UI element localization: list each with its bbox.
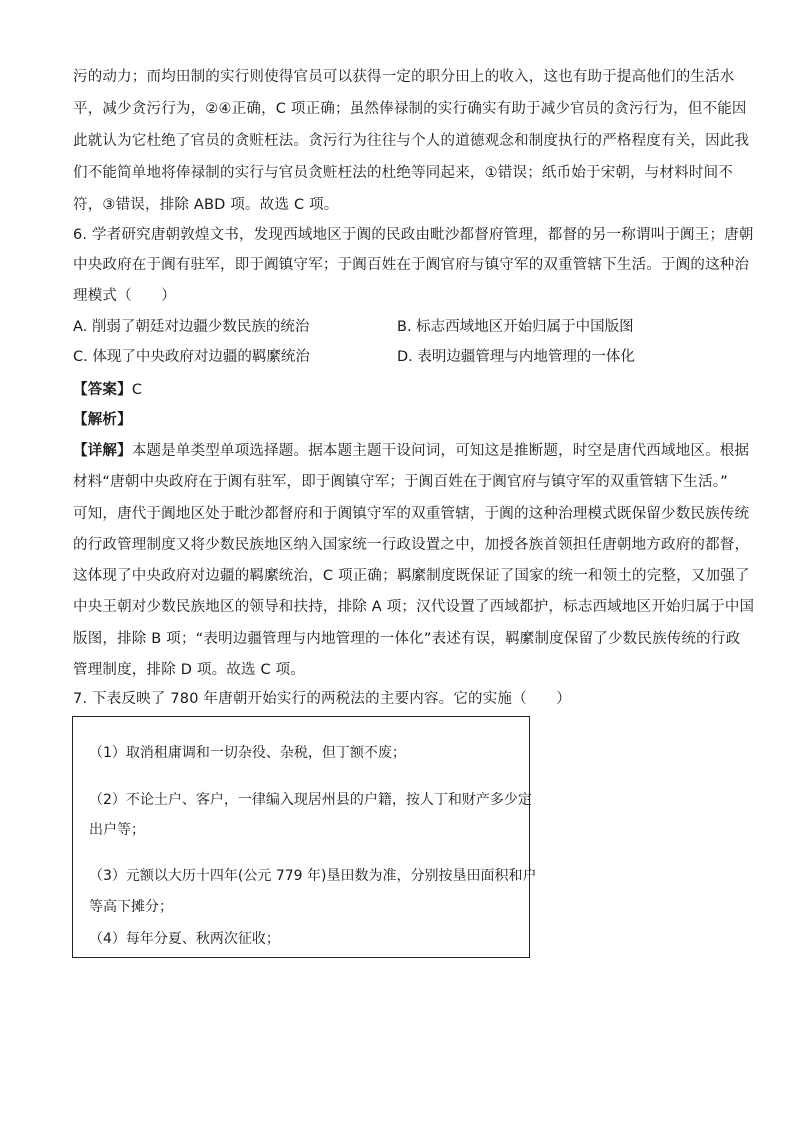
text-line: 平，减少贪污行为，②④正确，C 项正确；虽然俸禄制的实行确实有助于减少官员的贪污行为，但不能因 xyxy=(73,101,747,117)
table-item: （4）每年分夏、秋两次征收； xyxy=(89,931,280,947)
option-c: C. 体现了中央政府对边疆的羁縻统治 xyxy=(73,349,310,365)
text-line: 符，③错误，排除 ABD 项。故选 C 项。 xyxy=(73,197,339,213)
question-7-stem: 7. 下表反映了 780 年唐朝开始实行的两税法的主要内容。它的实施（ ） xyxy=(73,691,571,707)
detail-line: 管理制度，排除 D 项。故选 C 项。 xyxy=(73,662,306,678)
detail-line: 可知，唐代于阗地区处于毗沙都督府和于阗镇守军的双重管辖，于阗的这种治理模式既保留少数民族传统 xyxy=(73,506,750,522)
detail-line: 版图，排除 B 项；“表明边疆管理与内地管理的一体化”表述有误，羁縻制度保留了少数民族传统的行政 xyxy=(73,631,741,647)
question-6-stem: 中央政府在于阗有驻军，即于阗镇守军；于阗百姓在于阗官府与镇守军的双重管辖下生活。于阗的这种治 xyxy=(73,257,750,273)
option-d: D. 表明边疆管理与内地管理的一体化 xyxy=(397,349,635,365)
detail-line: 中央王朝对少数民族地区的领导和扶持，排除 A 项；汉代设置了西域都护，标志西域地区开始归属于中国 xyxy=(73,599,755,615)
text-line: 们不能简单地将俸禄制的实行与官员贪赃枉法的杜绝等同起来，①错误；纸币始于宋朝，与材料时间不 xyxy=(73,165,733,181)
answer-label: 【答案】 xyxy=(73,382,132,398)
detail-line xyxy=(73,442,750,460)
detail-text: 本题是单类型单项选择题。据本题主题干设问词，可知这是推断题，时空是唐代西域地区。根据 xyxy=(131,443,750,459)
table-item: （2）不论土户、客户，一律编入现居州县的户籍，按人丁和财产多少定 xyxy=(89,792,532,808)
table-item: （3）元额以大历十四年(公元 779 年)垦田数为准，分别按垦田面积和户 xyxy=(89,868,537,884)
analysis-label: 【解析】 xyxy=(73,412,132,428)
answer-line xyxy=(73,381,723,399)
detail-label: 【详解】 xyxy=(73,443,132,459)
option-b: B. 标志西域地区开始归属于中国版图 xyxy=(397,319,634,335)
detail-line: 的行政管理制度又将少数民族地区纳入国家统一行政设置之中，加授各族首领担任唐朝地方政府的都督， xyxy=(73,537,750,553)
question-6-stem: 6. 学者研究唐朝敦煌文书，发现西域地区于阗的民政由毗沙都督府管理，都督的另一称谓叫于阗王；唐朝 xyxy=(73,227,754,243)
detail-line: 这体现了中央政府对边疆的羁縻统治，C 项正确；羁縻制度既保证了国家的统一和领土的完整，又加强了 xyxy=(73,568,750,584)
detail-line: 材料“唐朝中央政府在于阗有驻军，即于阗镇守军；于阗百姓在于阗官府与镇守军的双重管辖下生活。” xyxy=(73,474,728,490)
table-item: 出户等； xyxy=(89,822,145,838)
answer-value: C xyxy=(131,382,143,398)
two-tax-law-table xyxy=(72,716,537,958)
question-6-stem: 理模式（ ） xyxy=(73,288,176,304)
table-item: 等高下摊分； xyxy=(89,899,173,915)
text-line: 此就认为它杜绝了官员的贪赃枉法。贪污行为往往与个人的道德观念和制度执行的严格程度有关，因此我 xyxy=(73,133,750,149)
table-item: （1）取消租庸调和一切杂役、杂税，但丁额不废； xyxy=(89,745,406,761)
text-line: 污的动力；而均田制的实行则使得官员可以获得一定的职分田上的收入，这也有助于提高他们的生活水 xyxy=(73,69,735,85)
option-a: A. 削弱了朝廷对边疆少数民族的统治 xyxy=(73,319,310,335)
